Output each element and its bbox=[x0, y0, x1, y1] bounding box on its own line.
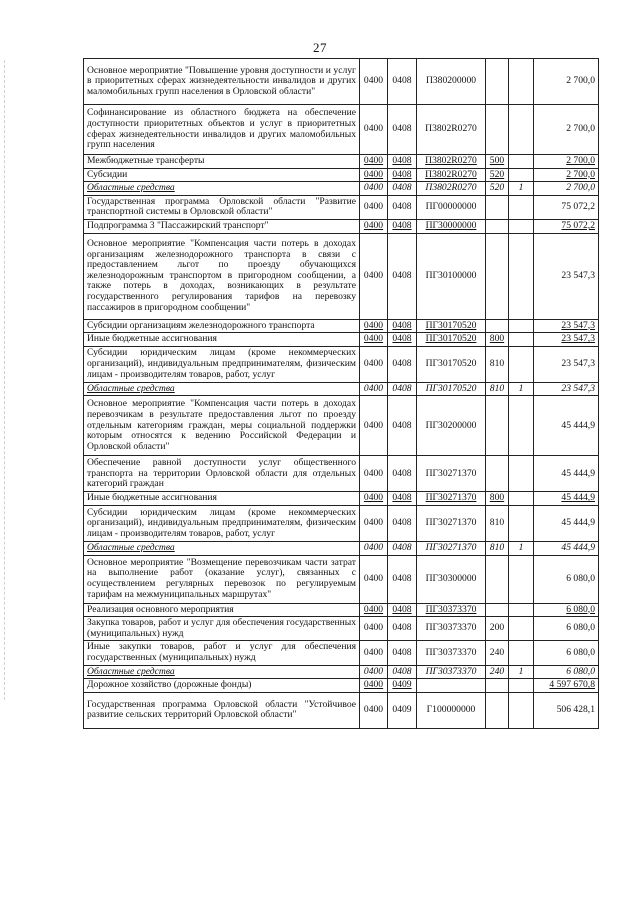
row-target-article: ПГ30170520 bbox=[417, 333, 486, 347]
row-target-article: ПГ30170520 bbox=[417, 319, 486, 333]
row-section-code: 0400 bbox=[360, 692, 388, 728]
row-target-article: ПГ30200000 bbox=[417, 396, 486, 456]
row-target-article: П3802R0270 bbox=[417, 168, 486, 182]
row-funding-source bbox=[509, 155, 534, 169]
row-funding-source: 1 bbox=[509, 382, 534, 396]
row-name: Межбюджетные трансферты bbox=[84, 155, 360, 169]
table-row bbox=[84, 617, 599, 641]
row-section-code: 0400 bbox=[360, 155, 388, 169]
row-subsection-code: 0408 bbox=[388, 555, 417, 603]
row-section-code: 0400 bbox=[360, 195, 388, 219]
row-target-article: П3802R0270 bbox=[417, 155, 486, 169]
row-section-code: 0400 bbox=[360, 333, 388, 347]
row-amount: 75 072,2 bbox=[534, 219, 599, 233]
table-row bbox=[84, 382, 599, 396]
row-section-code: 0400 bbox=[360, 505, 388, 541]
row-name: Обеспечение равной доступности услуг общественного транспорта на территории Орловской области для отдельных категорий граждан bbox=[84, 456, 360, 492]
row-name: Субсидии юридическим лицам (кроме некоммерческих организаций), индивидуальным предпринимателям, физическим лицам - производителям товаров, работ, услуг bbox=[84, 346, 360, 382]
row-amount: 23 547,3 bbox=[534, 319, 599, 333]
row-name: Иные бюджетные ассигнования bbox=[84, 333, 360, 347]
row-section-code: 0400 bbox=[360, 233, 388, 319]
row-subsection-code: 0408 bbox=[388, 333, 417, 347]
row-name: Основное мероприятие "Компенсация части потерь в доходах организациям железнодорожного транспорта в связи с предоставлением льгот по проезду обучающихся железнодорожным транспортом в пригородном сообщении, а также потерь в доходах, возникающих в результате государственного регулирования тарифов на перевозку пассажиров в пригородном сообщении" bbox=[84, 233, 360, 319]
row-subsection-code: 0408 bbox=[388, 233, 417, 319]
page-number: 27 bbox=[313, 40, 327, 55]
row-funding-source bbox=[509, 319, 534, 333]
table-row bbox=[84, 541, 599, 555]
row-amount: 23 547,3 bbox=[534, 233, 599, 319]
row-target-article: П3802R0270 bbox=[417, 105, 486, 155]
row-name: Государственная программа Орловской области "Развитие транспортной системы в Орловской области" bbox=[84, 195, 360, 219]
row-expense-type bbox=[486, 555, 509, 603]
row-subsection-code: 0408 bbox=[388, 665, 417, 679]
row-funding-source: 1 bbox=[509, 182, 534, 196]
row-subsection-code: 0408 bbox=[388, 319, 417, 333]
row-expense-type: 500 bbox=[486, 155, 509, 169]
row-funding-source bbox=[509, 333, 534, 347]
row-funding-source bbox=[509, 492, 534, 506]
row-subsection-code: 0408 bbox=[388, 541, 417, 555]
table-row bbox=[84, 641, 599, 665]
table-row bbox=[84, 456, 599, 492]
row-subsection-code: 0408 bbox=[388, 505, 417, 541]
row-name: Закупка товаров, работ и услуг для обеспечения государственных (муниципальных) нужд bbox=[84, 617, 360, 641]
row-subsection-code: 0408 bbox=[388, 195, 417, 219]
row-amount: 45 444,9 bbox=[534, 456, 599, 492]
row-target-article: П3802R0270 bbox=[417, 182, 486, 196]
row-amount: 2 700,0 bbox=[534, 105, 599, 155]
row-expense-type: 200 bbox=[486, 617, 509, 641]
row-target-article: П380200000 bbox=[417, 59, 486, 105]
row-target-article: ПГ30373370 bbox=[417, 617, 486, 641]
row-target-article: ПГ30300000 bbox=[417, 555, 486, 603]
row-section-code: 0400 bbox=[360, 456, 388, 492]
row-expense-type bbox=[486, 603, 509, 617]
row-target-article: ПГ30170520 bbox=[417, 382, 486, 396]
row-target-article: ПГ30271370 bbox=[417, 492, 486, 506]
row-section-code: 0400 bbox=[360, 679, 388, 693]
table-row bbox=[84, 555, 599, 603]
table-row bbox=[84, 59, 599, 105]
row-name: Основное мероприятие "Возмещение перевозчикам части затрат на выполнение работ (оказание услуг), связанных с осуществлением регулярных перевозок по регулируемым тарифам на межмуниципальных маршрутах" bbox=[84, 555, 360, 603]
row-funding-source bbox=[509, 346, 534, 382]
row-subsection-code: 0408 bbox=[388, 492, 417, 506]
row-section-code: 0400 bbox=[360, 168, 388, 182]
row-expense-type: 520 bbox=[486, 168, 509, 182]
row-name: Областные средства bbox=[84, 382, 360, 396]
row-expense-type: 520 bbox=[486, 182, 509, 196]
row-funding-source bbox=[509, 555, 534, 603]
table-row bbox=[84, 603, 599, 617]
row-funding-source bbox=[509, 603, 534, 617]
row-section-code: 0400 bbox=[360, 59, 388, 105]
table-row bbox=[84, 396, 599, 456]
row-target-article: ПГ30373370 bbox=[417, 641, 486, 665]
row-section-code: 0400 bbox=[360, 396, 388, 456]
row-subsection-code: 0408 bbox=[388, 617, 417, 641]
row-subsection-code: 0408 bbox=[388, 641, 417, 665]
row-funding-source bbox=[509, 105, 534, 155]
row-amount: 6 080,0 bbox=[534, 641, 599, 665]
scan-margin-line bbox=[4, 60, 6, 700]
row-subsection-code: 0408 bbox=[388, 168, 417, 182]
table-row bbox=[84, 333, 599, 347]
row-name: Реализация основного мероприятия bbox=[84, 603, 360, 617]
row-target-article: ПГ30271370 bbox=[417, 505, 486, 541]
row-amount: 23 547,3 bbox=[534, 382, 599, 396]
table-row bbox=[84, 195, 599, 219]
row-target-article bbox=[417, 679, 486, 693]
row-amount: 45 444,9 bbox=[534, 505, 599, 541]
row-subsection-code: 0408 bbox=[388, 105, 417, 155]
table-row bbox=[84, 233, 599, 319]
row-subsection-code: 0408 bbox=[388, 59, 417, 105]
row-section-code: 0400 bbox=[360, 219, 388, 233]
row-section-code: 0400 bbox=[360, 555, 388, 603]
row-amount: 2 700,0 bbox=[534, 168, 599, 182]
row-target-article: ПГ30271370 bbox=[417, 541, 486, 555]
row-name: Областные средства bbox=[84, 541, 360, 555]
table-row bbox=[84, 492, 599, 506]
row-amount: 506 428,1 bbox=[534, 692, 599, 728]
row-expense-type bbox=[486, 456, 509, 492]
row-subsection-code: 0408 bbox=[388, 155, 417, 169]
row-expense-type: 810 bbox=[486, 346, 509, 382]
row-target-article: ПГ30100000 bbox=[417, 233, 486, 319]
row-expense-type bbox=[486, 219, 509, 233]
row-subsection-code: 0408 bbox=[388, 456, 417, 492]
row-amount: 2 700,0 bbox=[534, 155, 599, 169]
row-subsection-code: 0409 bbox=[388, 679, 417, 693]
row-expense-type bbox=[486, 233, 509, 319]
row-funding-source bbox=[509, 195, 534, 219]
table-row bbox=[84, 155, 599, 169]
row-name: Субсидии bbox=[84, 168, 360, 182]
row-amount: 4 597 670,8 bbox=[534, 679, 599, 693]
row-funding-source bbox=[509, 456, 534, 492]
row-section-code: 0400 bbox=[360, 382, 388, 396]
table-row bbox=[84, 182, 599, 196]
row-subsection-code: 0408 bbox=[388, 346, 417, 382]
row-funding-source bbox=[509, 59, 534, 105]
row-target-article: ПГ30373370 bbox=[417, 665, 486, 679]
row-section-code: 0400 bbox=[360, 492, 388, 506]
row-subsection-code: 0408 bbox=[388, 396, 417, 456]
row-expense-type bbox=[486, 59, 509, 105]
row-funding-source bbox=[509, 679, 534, 693]
row-amount: 2 700,0 bbox=[534, 59, 599, 105]
table-row bbox=[84, 665, 599, 679]
row-name: Иные бюджетные ассигнования bbox=[84, 492, 360, 506]
row-section-code: 0400 bbox=[360, 617, 388, 641]
row-name: Подпрограмма 3 "Пассажирский транспорт" bbox=[84, 219, 360, 233]
row-name: Областные средства bbox=[84, 665, 360, 679]
row-expense-type bbox=[486, 319, 509, 333]
row-funding-source: 1 bbox=[509, 541, 534, 555]
row-subsection-code: 0408 bbox=[388, 219, 417, 233]
row-name: Областные средства bbox=[84, 182, 360, 196]
row-section-code: 0400 bbox=[360, 641, 388, 665]
row-target-article: ПГ30271370 bbox=[417, 456, 486, 492]
row-funding-source bbox=[509, 219, 534, 233]
row-section-code: 0400 bbox=[360, 346, 388, 382]
row-expense-type: 810 bbox=[486, 505, 509, 541]
row-expense-type: 810 bbox=[486, 541, 509, 555]
row-expense-type: 240 bbox=[486, 641, 509, 665]
row-subsection-code: 0409 bbox=[388, 692, 417, 728]
row-expense-type bbox=[486, 105, 509, 155]
row-funding-source bbox=[509, 396, 534, 456]
row-expense-type: 240 bbox=[486, 665, 509, 679]
row-amount: 6 080,0 bbox=[534, 665, 599, 679]
table-row bbox=[84, 319, 599, 333]
row-name: Дорожное хозяйство (дорожные фонды) bbox=[84, 679, 360, 693]
row-expense-type bbox=[486, 195, 509, 219]
row-amount: 45 444,9 bbox=[534, 541, 599, 555]
row-amount: 6 080,0 bbox=[534, 603, 599, 617]
row-amount: 23 547,3 bbox=[534, 346, 599, 382]
row-section-code: 0400 bbox=[360, 603, 388, 617]
row-funding-source bbox=[509, 692, 534, 728]
row-section-code: 0400 bbox=[360, 541, 388, 555]
table-row bbox=[84, 692, 599, 728]
row-amount: 6 080,0 bbox=[534, 555, 599, 603]
row-name: Субсидии организациям железнодорожного транспорта bbox=[84, 319, 360, 333]
row-name: Основное мероприятие "Компенсация части потерь в доходах перевозчикам в результате предоставления льгот по проезду отдельным категориям граждан, меры социальной поддержки которым относятся к ведению Российской Федерации и Орловской области" bbox=[84, 396, 360, 456]
row-funding-source: 1 bbox=[509, 665, 534, 679]
row-name: Софинансирование из областного бюджета на обеспечение доступности приоритетных объектов и услуг в приоритетных сферах жизнедеятельности инвалидов и других маломобильных групп населения bbox=[84, 105, 360, 155]
row-section-code: 0400 bbox=[360, 319, 388, 333]
row-name: Иные закупки товаров, работ и услуг для обеспечения государственных (муниципальных) нужд bbox=[84, 641, 360, 665]
table-row bbox=[84, 168, 599, 182]
row-target-article: Г100000000 bbox=[417, 692, 486, 728]
row-expense-type bbox=[486, 396, 509, 456]
table-row bbox=[84, 219, 599, 233]
row-section-code: 0400 bbox=[360, 182, 388, 196]
row-expense-type: 810 bbox=[486, 382, 509, 396]
row-subsection-code: 0408 bbox=[388, 382, 417, 396]
row-amount: 75 072,2 bbox=[534, 195, 599, 219]
row-funding-source bbox=[509, 233, 534, 319]
row-subsection-code: 0408 bbox=[388, 603, 417, 617]
row-name: Основное мероприятие "Повышение уровня доступности и услуг в приоритетных сферах жизнедеятельности инвалидов и других маломобильных групп населения в Орловской области" bbox=[84, 59, 360, 105]
row-funding-source bbox=[509, 617, 534, 641]
table-row bbox=[84, 105, 599, 155]
row-amount: 6 080,0 bbox=[534, 617, 599, 641]
row-amount: 2 700,0 bbox=[534, 182, 599, 196]
table-row bbox=[84, 505, 599, 541]
row-section-code: 0400 bbox=[360, 665, 388, 679]
row-name: Государственная программа Орловской области "Устойчивое развитие сельских территорий Орловской области" bbox=[84, 692, 360, 728]
row-expense-type: 800 bbox=[486, 492, 509, 506]
budget-table bbox=[83, 58, 599, 729]
row-funding-source bbox=[509, 641, 534, 665]
table-row bbox=[84, 346, 599, 382]
row-expense-type bbox=[486, 692, 509, 728]
row-section-code: 0400 bbox=[360, 105, 388, 155]
row-amount: 45 444,9 bbox=[534, 396, 599, 456]
row-target-article: ПГ30000000 bbox=[417, 219, 486, 233]
table-row bbox=[84, 679, 599, 693]
row-funding-source bbox=[509, 168, 534, 182]
row-target-article: ПГ00000000 bbox=[417, 195, 486, 219]
row-amount: 45 444,9 bbox=[534, 492, 599, 506]
row-target-article: ПГ30170520 bbox=[417, 346, 486, 382]
row-expense-type bbox=[486, 679, 509, 693]
row-funding-source bbox=[509, 505, 534, 541]
row-target-article: ПГ30373370 bbox=[417, 603, 486, 617]
row-amount: 23 547,3 bbox=[534, 333, 599, 347]
row-expense-type: 800 bbox=[486, 333, 509, 347]
row-name: Субсидии юридическим лицам (кроме некоммерческих организаций), индивидуальным предпринимателям, физическим лицам - производителям товаров, работ, услуг bbox=[84, 505, 360, 541]
row-subsection-code: 0408 bbox=[388, 182, 417, 196]
